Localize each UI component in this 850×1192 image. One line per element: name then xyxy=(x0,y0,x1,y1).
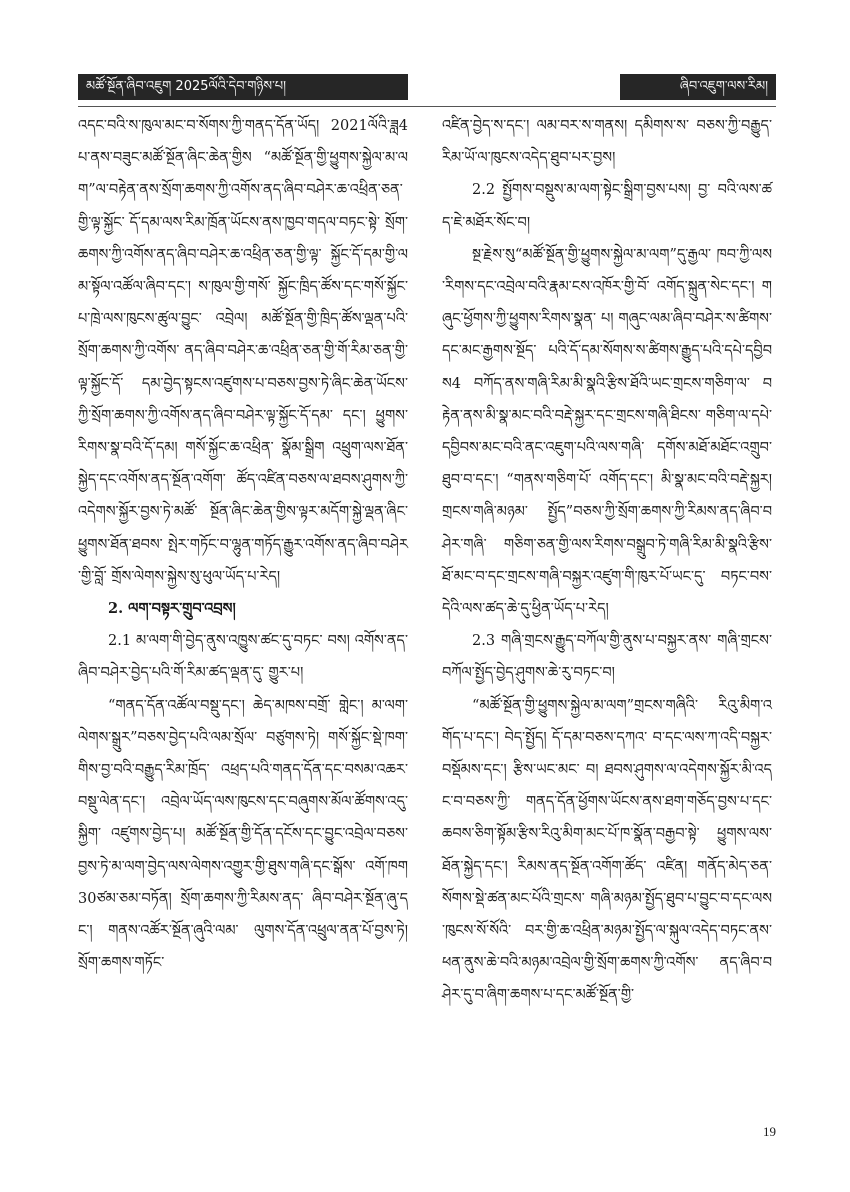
subsection-paragraph: 2.1 མ་ལག་གི་བྱེད་ནུས་འཁྱུས་ཚང་དུ་བཏང་ བས། འགོས་ནད་ཞིབ་བཤེར་བྱེད་པའི་གོ་རིམ་ཚད་ལྡན་དུ་ གྱུར་པ། xyxy=(78,633,408,682)
header-left-text: མཚོ་སྔོན་ཞིབ་འཇུག 2025ལོའི་དེབ་གཉིས་པ། xyxy=(86,79,287,94)
paragraph: སྔ་རྗེས་སུ“མཚོ་སྔོན་གྱི་ཕྱུགས་སྐྱེལ་མ་ལག”དུ་རྒྱལ་ ཁབ་ཀྱི་ལས་རིགས་དང་འབྲེལ་བའི་རྣམ་ངས་འཁོར་གྱི་བོ་ འགོད་སྐྲུན་སེང་དང་། གཞུང་ཕྱོགས་ཀྱི་ཕྱུགས་རིགས་སྣན་ པ། གཞུང་ལམ་ཞིབ་བཤེར་ས་ཚིགས་དང་མང་རྒྱགས་སྔོད་ པའི་དོ་དམ་སོགས་ས་ཚིགས་རྒྱུད་པའི་དཔེ་དབྱིབས4 བཀོད་ནས་གཞི་རིམ་མི་སྣའི་རྩིས་ཐོའི་ཡང་གྲངས་གཅིག་ལ་ བརྟེན་ནས་མི་སྣ་མང་བའི་བརྡེ་སྐྱར་དང་གྲངས་གཞི་ཐིངས་ གཅིག་ལ་དཔེ་དབྱིབས་མང་བའི་ནང་འཇུག་པའི་ལས་གཞི་ དགོས་མཐོ་མཐོང་འགྲུབ་ཐུབ་བ་དང་། “གནས་གཅིག་པོ་ འགོད་དང་། མི་སྣ་མང་བའི་བརྡེ་སྐྱར། གྲངས་གཞི་མཉམ་ སྤྱོད”བཅས་ཀྱི་སྲོག་ཆགས་ཀྱི་རིམས་ནད་ཞིབ་བཤེར་གཞི་ གཅིག་ཅན་གྱི་ལས་རིགས་བསྒྲུབ་ཏེ་གཞི་རིམ་མི་སྣའི་རྩིས་ ཐོ་མང་བ་དང་གྲངས་གཞི་བསྐྱར་འཛུག་གི་ཁུར་པོ་ཡང་དུ་ བཏང་བས་དེའི་ལས་ཚད་ཆེ་དུ་ཕྱིན་ཡོད་པ་རེད། xyxy=(442,246,772,618)
right-column xyxy=(442,110,772,1075)
left-column xyxy=(78,110,408,1075)
header-journal-title xyxy=(78,74,408,100)
paragraph: འཛིན་བྱེད་ས་དང་། ལམ་བར་ས་གནས། དམིགས་ས་ བཅས་ཀྱི་བརྒྱུད་རིམ་ཡོ་ལ་ཁུངས་འདེད་ཐུབ་པར་བྱས། xyxy=(442,118,772,167)
subsection-paragraph: 2.3 གཞི་གྲངས་རྒྱུད་བཀོལ་གྱི་ནུས་པ་བསྐྱར་ནས་ གཞི་གྲངས་བཀོལ་སྤྱོད་བྱེད་ཤུགས་ཆེ་རུ་བཏང་བ། xyxy=(442,633,772,682)
header-section-title xyxy=(620,74,776,100)
paragraph: “མཚོ་སྔོན་གྱི་ཕྱུགས་སྐྱེལ་མ་ལག”གྲངས་གཞིའི་ རིའུ་མིག་འགོད་པ་དང་། བེད་སྤྱོད། དོ་དམ་བཅས་དཀའ་ བ་དང་ལས་ཀ་འདི་བསྐྱར་བསྡོམས་དང་། རྩིས་ཡང་མང་ བ། ཐབས་ཤུགས་ལ་འདེགས་སྐྱོར་མི་འདང་བ་བཅས་ཀྱི་ གནད་དོན་ཕྱོགས་ཡོངས་ནས་ཐག་གཅོད་བྱས་པ་དང་ ཆབས་ཅིག་སྟོམ་རྩིས་རིའུ་མིག་མང་པོ་ཁ་སྣོན་བརྒྱབ་སྟེ་ ཕྱུགས་ལས་ཐོན་སྐྱེད་དང་། རིམས་ནད་སྔོན་འགོག་ཚོད་ འཛིན། གནོད་མེད་ཅན་སོགས་སྡེ་ཚན་མང་པོའི་གྲངས་ གཞི་མཉམ་སྤྱོད་ཐུབ་པ་བྱུང་བ་དང་ལས་ཁུངས་སོ་སོའི་ བར་གྱི་ཆ་འཕྲིན་མཉམ་སྤྱོད་ལ་སྐུལ་འདེད་བཏང་ནས་ ཕན་ནུས་ཆེ་བའི་མཉམ་འབྲེལ་གྱི་སྲོག་ཆགས་ཀྱི་འགོས་ ནད་ཞིབ་བཤེར་དུ་བ་ཞིག་ཆགས་པ་དང་མཚོ་སྔོན་གྱི་ xyxy=(442,697,772,1004)
paragraph: “གནད་དོན་འཚོལ་བསྡུ་དང་། ཆེད་མཁས་བགྲོ་ གླེང་། མ་ལག་ལེགས་སྒྲུར”བཅས་བྱེད་པའི་ལམ་སྲོལ་ བཙུགས་ཏེ། གསོ་སྐྱོང་སྡེ་ཁག་གིས་བྱ་བའི་བརྒྱུད་རིམ་ཁྲོད་ འཕྲད་པའི་གནད་དོན་དང་བསམ་འཆར་བསྡུ་ལེན་དང་། འབྲེལ་ཡོད་ལས་ཁུངས་དང་བཞུགས་མོལ་ཚོགས་འདུ་སྐྱིག་ འཛུགས་བྱེད་པ། མཚོ་སྔོན་གྱི་དོན་དངོས་དང་བྱུང་འབྲེལ་བཅས་ བྱས་ཏེ་མ་ལག་བྱེད་ལས་ལེགས་འགྱུར་གྱི་ཐུས་གཞི་དང་སྒོས་ འགོ་ཁག30ཙམ་ཅམ་བཏོན། སྲོག་ཆགས་ཀྱི་རིམས་ནད་ ཞིབ་བཤེར་སྔོན་ཞུ་དང་། གནས་འཚོར་སྔོན་ཞུའི་ལམ་ ལུགས་དོན་འཕྲུལ་ནན་པོ་བྱས་ཏེ། སྲོག་ཆགས་གཏོང་ xyxy=(78,697,408,972)
header-rule xyxy=(78,106,776,107)
paragraph: འདང་བའི་ས་ཁུལ་མང་བ་སོགས་ཀྱི་གནད་དོན་ཡོད། 2021ལོའི་ཟླ4པ་ནས་བཟུང་མཚོ་སྔོན་ཞིང་ཆེན་གྱིས “མཚོ་སྔོན་གྱི་ཕྱུགས་སྐྱེལ་མ་ལག”ལ་བརྟེན་ནས་སྲོག་ཆགས་ཀྱི་འགོས་ནད་ཞིབ་བཤེར་ཆ་འཕྲིན་ཅན་གྱི་ལྟ་སྐྱོང་ དོ་དམ་ལས་རིམ་ཁྲོན་ཡོངས་ནས་ཁྱབ་གདལ་བཏང་སྟེ་ སྲོག་ཆགས་ཀྱི་འགོས་ནད་ཞིབ་བཤེར་ཆ་འཕྲིན་ཅན་གྱི་ལྟ་ སྐྱོང་དོ་དམ་གྱི་ལམ་སྟོལ་འཚོལ་ཞིབ་དང་། ས་ཁུལ་གྱི་གསོ་ སྐྱོང་ཁྲིད་ཚོས་དང་གསོ་སྐྱོང་པ་ཁྲེ་ལས་ཁུངས་ཚུལ་བྱུང་ འབྲེལ། མཚོ་སྔོན་གྱི་ཁྲིད་ཚོས་ལྡན་པའི་སྲོག་ཆགས་ཀྱི་འགོས་ ནད་ཞིབ་བཤེར་ཆ་འཕྲིན་ཅན་གྱི་གོ་རིམ་ཅན་གྱི་ལྟ་སྐྱོང་དོ་ དམ་བྱེད་སྟངས་འཛུགས་པ་བཅས་བྱས་ཏེ་ཞིང་ཆེན་ཡོངས་ ཀྱི་སྲོག་ཆགས་ཀྱི་འགོས་ནད་ཞིབ་བཤེར་ལྟ་སྐྱོང་དོ་དམ་ དང་། ཕྱུགས་རིགས་སྣ་བའི་དོ་དམ། གསོ་སྐྱོང་ཆ་འཕྲིན་ སྣོམ་སྒྲིག འཕྲུག་ལས་ཐོན་སྐྱེད་དང་འགོས་ནད་སྔོན་འགོག་ ཚོད་འཛིན་བཅས་ལ་ཐབས་ཤུགས་ཀྱི་འདེགས་སྐྱོར་བྱས་ཏེ་མཚོ་ སྔོན་ཞིང་ཆེན་གྱིས་ལྟར་མདོག་སྐྱེ་ལྡན་ཞིང་ཕྱུགས་ཐོན་ཐབས་ སྤེར་གཏོང་བ་ལྷུན་གཏོད་རྒྱུར་འགོས་ནད་ཞིབ་བཤེར་གྱི་བློ་ གྲོས་ལེགས་སྐྱེས་སུ་ཕུལ་ཡོད་པ་རེད། xyxy=(78,118,408,585)
section-heading: 2. ལག་བསྟར་གྲུབ་འབྲས། xyxy=(108,600,236,618)
page-number: 19 xyxy=(763,1124,776,1139)
header-right-text: ཞིབ་འཇུག་ལས་རིམ། xyxy=(679,79,768,94)
subsection-paragraph: 2.2 སྤྱོགས་བསྡུས་མ་ལག་སྟེང་སྒྲིག་བྱས་པས། བྱ་ བའི་ལས་ཚད་ཇེ་མཐོར་སོང་བ། xyxy=(442,182,772,231)
